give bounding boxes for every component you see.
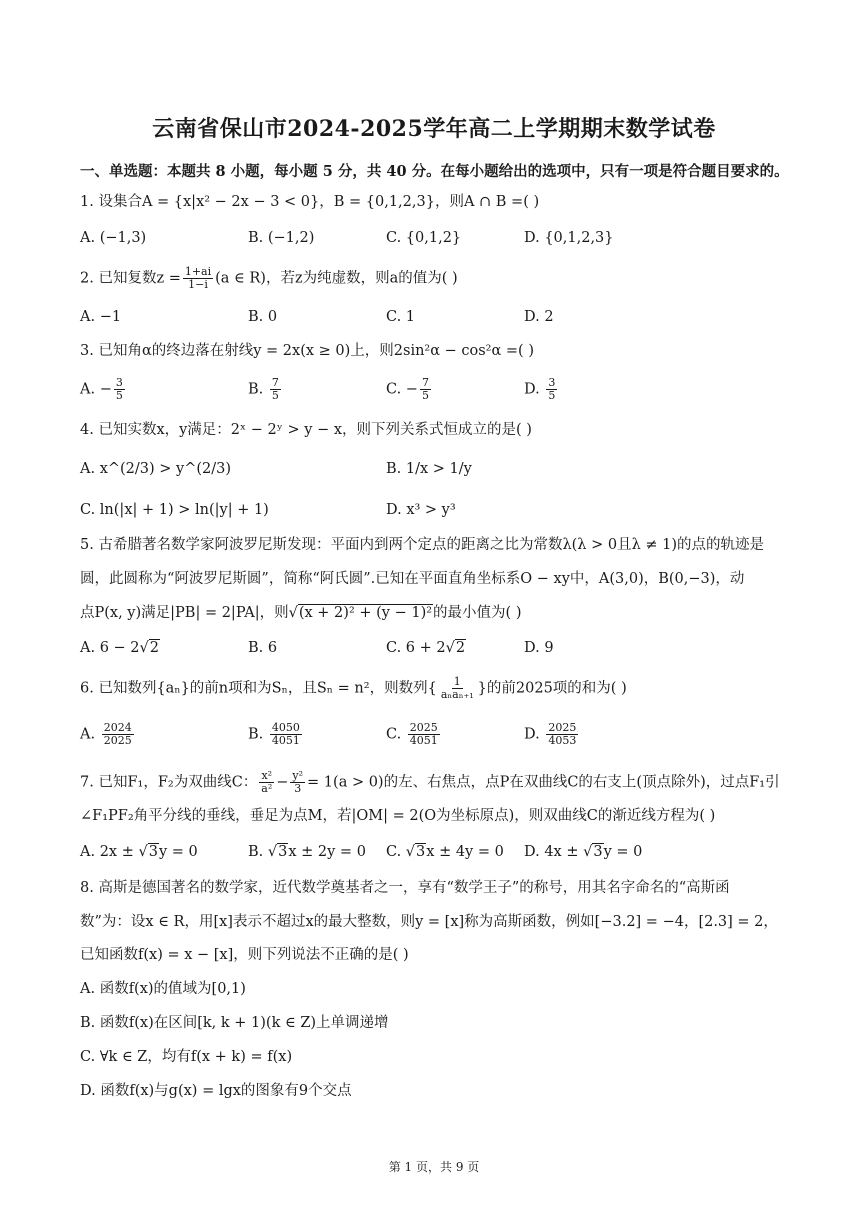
q2-frac-den: 1−i: [188, 278, 208, 291]
q6-a-den: 2025: [103, 734, 132, 747]
q3-option-d: [524, 377, 559, 402]
q6-d-fraction: [546, 722, 578, 747]
q6-a-fraction: [102, 722, 134, 747]
q3-b-fraction: [270, 377, 281, 402]
q7-option-d: D. 4x ± √3y = 0: [524, 844, 643, 860]
q3-d-num: 3: [548, 376, 556, 389]
question-6-stem: [80, 676, 627, 701]
q7-d-prefix: D. 4x ±: [524, 844, 584, 860]
q6-b-den: 4051: [271, 734, 300, 747]
q5-radical: (x + 2)² + (y − 1)²: [298, 605, 433, 621]
q6-b-fraction: [270, 722, 302, 747]
q5-line3-post: 的最小值为( ): [433, 605, 522, 621]
q6-c-num: 2025: [409, 721, 438, 734]
question-2-stem: [80, 266, 458, 291]
question-3-stem: 3. 已知角α的终边落在射线y = 2x(x ≥ 0)上，则2sin²α − cos²α =( ): [80, 343, 534, 359]
q5-option-a: A. 6 − 2√2: [80, 640, 159, 656]
q5-option-c: C. 6 + 2√2: [386, 640, 466, 656]
q7-line1-post: = 1(a > 0)的左、右焦点，点P在双曲线C的右支上(顶点除外)，过点F₁引: [307, 774, 780, 791]
q5-line3-pre: 点P(x, y)满足|PB| = 2|PA|，则: [80, 605, 289, 621]
q2-option-b: B. 0: [248, 309, 278, 325]
q6-fraction: [439, 676, 476, 701]
section-heading: 一、单选题：本题共 8 小题，每小题 5 分，共 40 分。在每小题给出的选项中，只有一项是符合题目要求的。: [80, 163, 789, 180]
q7-option-c: C. √3x ± 4y = 0: [386, 844, 504, 860]
q6-stem-post: }的前2025项的和为( ): [477, 680, 627, 697]
question-5-line2: 圆，此圆称为“阿波罗尼斯圆”，简称“阿氏圆”.已知在平面直角坐标系O − xy中，A(3,0)，B(0,−3)，动: [80, 571, 745, 587]
q8-option-a: A. 函数f(x)的值域为[0,1): [80, 981, 246, 997]
q4-option-b: B. 1/x > 1/y: [386, 461, 472, 477]
q3-b-prefix: B.: [248, 381, 268, 398]
q6-c-den: 4051: [409, 734, 438, 747]
q3-b-den: 5: [271, 389, 279, 402]
q7-c-radical: 3: [416, 844, 426, 860]
q7-a-radical: 3: [148, 844, 158, 860]
q2-option-d: D. 2: [524, 309, 554, 325]
page-title: 云南省保山市2024-2025学年高二上学期期末数学试卷: [152, 116, 716, 142]
q8-option-b: B. 函数f(x)在区间[k, k + 1)(k ∈ Z)上单调递增: [80, 1015, 389, 1031]
q5-option-d: D. 9: [524, 640, 554, 656]
q7-a-suffix: y = 0: [158, 844, 198, 860]
q5-a-radical: 2: [149, 640, 159, 656]
q8-option-c: C. ∀k ∈ Z，均有f(x + k) = f(x): [80, 1049, 293, 1065]
q3-a-den: 5: [115, 389, 123, 402]
q6-frac-num: 1: [453, 675, 461, 688]
q7-c-suffix: x ± 4y = 0: [426, 844, 504, 860]
q3-d-prefix: D.: [524, 381, 545, 398]
q7-f2-den: 3: [294, 782, 302, 795]
q6-option-c: C. $\frac{2025}{4051}$: [386, 721, 438, 747]
q7-fraction-2: [290, 770, 305, 795]
q2-frac-num: 1+ai: [184, 265, 212, 278]
q6-b-num: 4050: [271, 721, 300, 734]
q4-option-c: C. ln(|x| + 1) > ln(|y| + 1): [80, 502, 269, 518]
q8-option-d: D. 函数f(x)与g(x) = lgx的图象有9个交点: [80, 1083, 352, 1099]
q1-option-b: B. (−1,2): [248, 230, 315, 246]
q7-line1-pre: 7. 已知F₁，F₂为双曲线C：: [80, 774, 258, 791]
q5-a-prefix: A. 6 − 2: [80, 640, 140, 656]
q4-option-d: D. x³ > y³: [386, 502, 456, 518]
q3-option-c: [386, 377, 433, 402]
q7-b-radical: 3: [278, 844, 288, 860]
q7-fraction-1: [259, 770, 274, 795]
question-7-line1: 7. 已知F₁，F₂为双曲线C： $\frac{\text{x²}}{\text{a²}}$ − $\frac{\text{y²}}{3}$ = 1(a > 0)的左、右焦点，点P在双曲线C的右支上(顶点除外)，过点F₁引: [80, 769, 780, 795]
q7-b-prefix: B.: [248, 844, 268, 860]
q6-frac-den: aₙaₙ₊₁: [440, 688, 474, 701]
q6-c-fraction: [408, 722, 440, 747]
q6-stem-pre: 6. 已知数列{aₙ}的前n项和为Sₙ，且Sₙ = n²，则数列{: [80, 680, 437, 697]
question-7-line2: ∠F₁PF₂角平分线的垂线，垂足为点M，若|OM| = 2(O为坐标原点)，则双曲线C的渐近线方程为( ): [80, 808, 716, 824]
q1-option-c: C. {0,1,2}: [386, 230, 462, 246]
q3-d-den: 5: [548, 389, 556, 402]
question-8-line2: 数”为：设x ∈ R，用[x]表示不超过x的最大整数，则y = [x]称为高斯函数，例如[−3.2] = −4，[2.3] = 2，: [80, 914, 778, 930]
q7-c-prefix: C.: [386, 844, 406, 860]
question-8-line1: 8. 高斯是德国著名的数学家，近代数学奠基者之一，享有“数学王子”的称号，用其名字命名的“高斯函: [80, 880, 730, 896]
q7-f1-num: x²: [261, 769, 273, 782]
q6-d-num: 2025: [548, 721, 577, 734]
q6-option-d: D. $\frac{2025}{4053}$: [524, 721, 577, 747]
q1-option-d: D. {0,1,2,3}: [524, 230, 614, 246]
q3-a-prefix: A. −: [80, 381, 112, 398]
q2-option-c: C. 1: [386, 309, 416, 325]
question-5-line1: 5. 古希腊著名数学家阿波罗尼斯发现：平面内到两个定点的距离之比为常数λ(λ > 0且λ ≠ 1)的点的轨迹是: [80, 537, 765, 553]
q5-c-prefix: C. 6 + 2: [386, 640, 446, 656]
q5-c-radical: 2: [455, 640, 466, 656]
q7-f1-den: a²: [261, 782, 273, 795]
q2-stem-pre: 2. 已知复数z =: [80, 270, 181, 287]
q7-d-suffix: y = 0: [603, 844, 643, 860]
q7-f2-num: y²: [292, 769, 304, 782]
q7-option-a: A. 2x ± √3y = 0: [80, 844, 198, 860]
q6-option-a: A. $\frac{2024}{2025}$: [80, 721, 132, 747]
q6-d-den: 4053: [548, 734, 577, 747]
q3-option-b: [248, 377, 283, 402]
q3-c-fraction: [420, 377, 431, 402]
q3-option-a: [80, 377, 127, 402]
q2-stem-post: (a ∈ R)，若z为纯虚数，则a的值为( ): [215, 270, 458, 287]
question-8-line3: 已知函数f(x) = x − [x]，则下列说法不正确的是( ): [80, 947, 409, 963]
question-4-stem: 4. 已知实数x，y满足：2ˣ − 2ʸ > y − x，则下列关系式恒成立的是( ): [80, 422, 532, 438]
q3-c-num: 7: [421, 376, 429, 389]
q5-option-b: B. 6: [248, 640, 278, 656]
page-footer: 第 1 页，共 9 页: [388, 1160, 480, 1174]
q3-c-den: 5: [421, 389, 429, 402]
q7-option-b: B. √3x ± 2y = 0: [248, 844, 366, 860]
q3-b-num: 7: [271, 376, 279, 389]
q6-a-num: 2024: [103, 721, 132, 734]
q4-option-a: A. x^(2/3) > y^(2/3): [80, 461, 232, 477]
q7-d-radical: 3: [593, 844, 603, 860]
q1-option-a: A. (−1,3): [80, 230, 147, 246]
question-1-stem: 1. 设集合A = {x|x² − 2x − 3 < 0}，B = {0,1,2,3}，则A ∩ B =( ): [80, 194, 540, 210]
q3-d-fraction: [546, 377, 557, 402]
q2-option-a: A. −1: [80, 309, 122, 325]
q3-a-num: 3: [115, 376, 123, 389]
q7-a-prefix: A. 2x ±: [80, 844, 139, 860]
q2-fraction: [183, 266, 213, 291]
q6-option-b: B. $\frac{4050}{4051}$: [248, 721, 300, 747]
q3-c-prefix: C. −: [386, 381, 418, 398]
q7-b-suffix: x ± 2y = 0: [288, 844, 366, 860]
q3-a-fraction: [114, 377, 125, 402]
question-5-line3: 点P(x, y)满足|PB| = 2|PA|，则√(x + 2)² + (y − 1)²的最小值为( ): [80, 605, 522, 621]
